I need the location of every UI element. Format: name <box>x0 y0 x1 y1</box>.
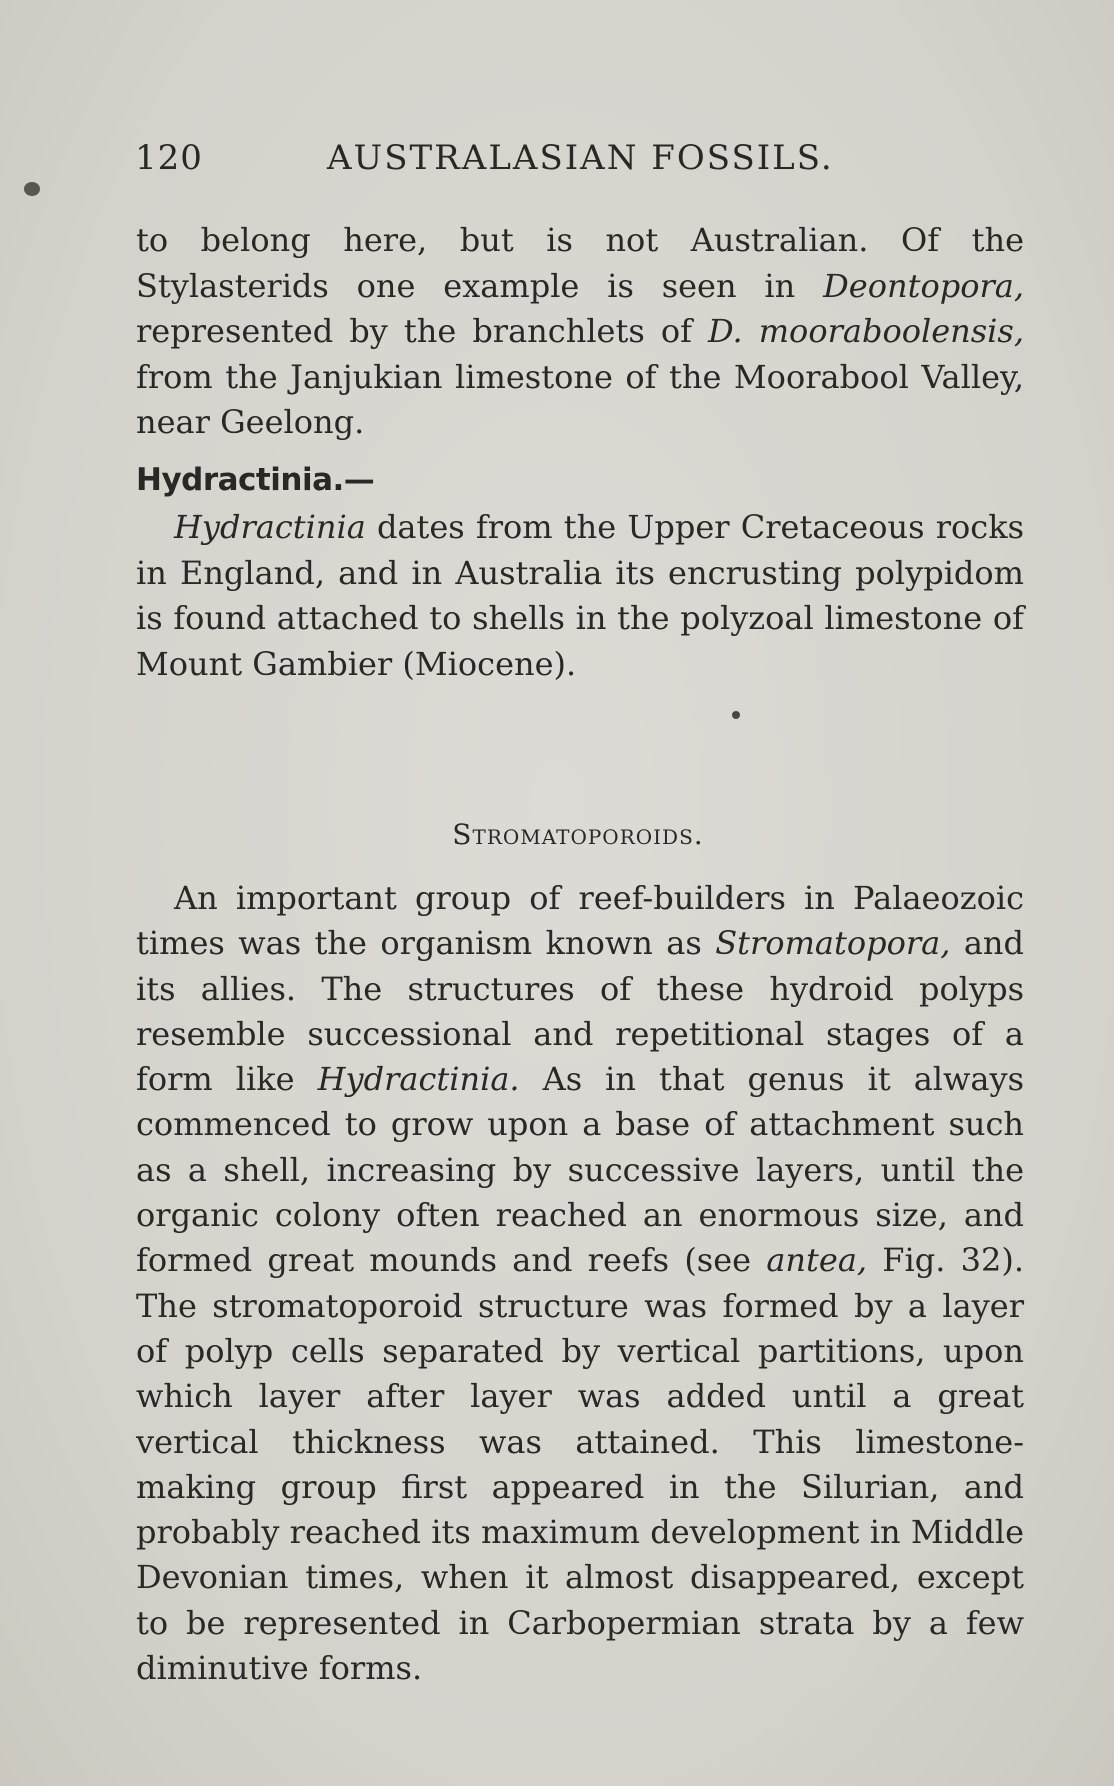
section-heading-stromatoporoids: Stromatoporoids. <box>452 818 704 851</box>
text-run: dates from the Upper Cretaceous rocks in England, and in Australia its encrusting polypidom is found attached to shells in the polyzoal limestone of Mount Gambier (Miocene). <box>136 508 1024 683</box>
running-header <box>135 138 855 178</box>
text-run: from the Janjukian limestone of the Moorabool Valley, near Geelong. <box>136 357 1024 442</box>
text-run: and its allies. The structures of these hydroid polyps resemble successional and repetitional stages of a form like <box>136 924 1025 1099</box>
text-run: to belong here, but is not Australian. Of the Stylasterids one example is seen in <box>136 221 1024 305</box>
text-run: represented by the branchlets of <box>136 312 708 351</box>
text-run: Fig. 32). The stromatoporoid structure was formed by a layer of polyp cells separated by vertical partitions, upon which layer after layer was added until a great vertical thickness was attained. This limestone-making group first appeared in the Silurian, and probably reached its maximum development in Middle Devonian times, when it almost disappeared, except to be represented in Carbopermian strata by a few diminutive forms. <box>136 1241 1025 1688</box>
paragraph-text <box>136 505 1024 687</box>
genus-name: Stromatopora, <box>715 924 951 963</box>
ink-speck <box>732 711 740 719</box>
page-number: 120 <box>135 138 203 178</box>
paragraph-stromatoporoids <box>136 876 1024 1691</box>
figure-reference: antea, <box>766 1241 868 1280</box>
paragraph-hydractinia <box>136 505 1024 687</box>
genus-name: Deontopora, <box>823 266 1024 305</box>
paragraph-text <box>136 218 1024 446</box>
text-run: As in that genus it always commenced to grow upon a base of attachment such as a shell, increasing by successive layers, until the organic colony often reached an enormous size, and formed great mounds and reefs (see <box>136 1060 1025 1280</box>
subheading-hydractinia: Hydractinia.— <box>136 462 375 498</box>
genus-name: Hydractinia <box>174 508 366 546</box>
running-title: AUSTRALASIAN FOSSILS. <box>327 138 834 178</box>
paragraph-text <box>136 876 1024 1691</box>
genus-name: Hydractinia. <box>317 1060 520 1099</box>
species-name: D. mooraboolensis, <box>707 312 1024 351</box>
text-run: An important group of reef-builders in Palaeozoic times was the organism known as <box>136 879 1024 963</box>
ink-speck <box>24 182 40 196</box>
paragraph-stylasterids <box>136 218 1024 446</box>
